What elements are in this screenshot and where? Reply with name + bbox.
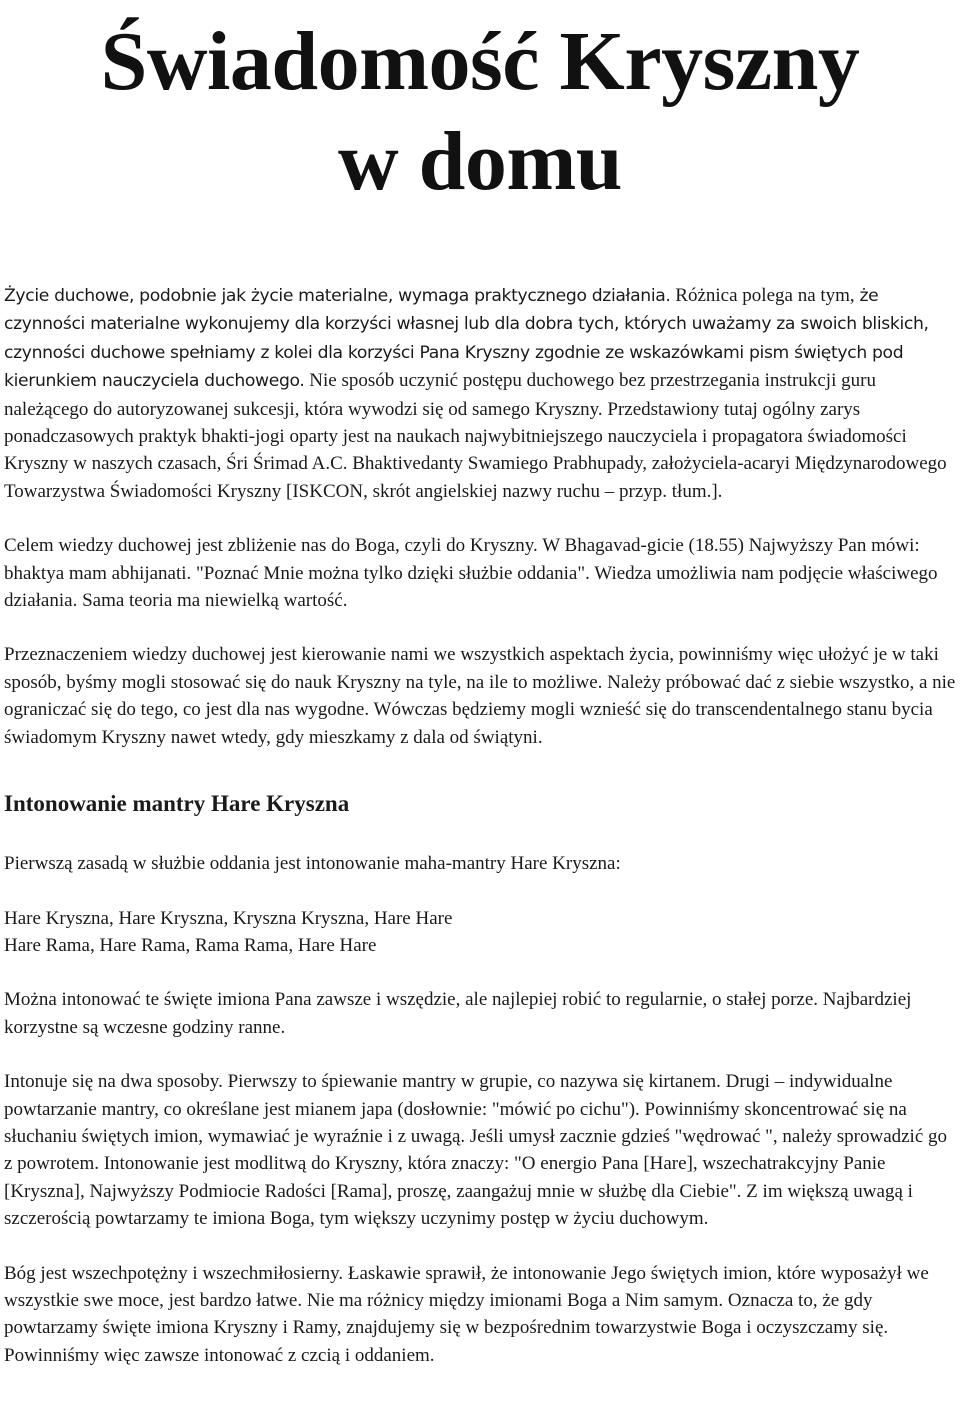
paragraph-ways-to-chant: Intonuje się na dwa sposoby. Pierwszy to śpiewanie mantry w grupie, co nazywa się kirtanem. Drugi – indywidualne powtarzanie mantry, co określane jest mianem japa (dosłownie: "mówić po cichu"). Powinniśmy skoncentrować się na słuchaniu świętych imion, wymawiać je wyraźnie i z uwagą. Jeśli umysł zacznie gdzieś "wędrować ", należy sprowadzić go z powrotem. Intonowanie jest modlitwą do Kryszny, która znaczy: "O energio Pana [Hare], wszechatrakcyjny Panie [Kryszna], Najwyższy Podmiocie Radości [Rama], proszę, zaangażuj mnie w służbę dla Ciebie". Z im większą uwagą i szczerością powtarzamy te imiona Boga, tym większy uczynimy postęp w życiu duchowym.: [4, 1071, 948, 1230]
section-intro-paragraph: Pierwszą zasadą w służbie oddania jest intonowanie maha-mantry Hare Kryszna:: [4, 853, 621, 875]
mantra-block: [4, 905, 956, 960]
intro-paragraph: [4, 282, 956, 505]
paragraph-when-to-chant: Można intonować te święte imiona Pana zawsze i wszędzie, ale najlepiej robić to regularnie, o stałej porze. Najbardziej korzystne są wczesne godziny ranne.: [4, 989, 912, 1038]
title-line-1: Świadomość Kryszny: [100, 15, 860, 108]
paragraph-knowledge: Celem wiedzy duchowej jest zbliżenie nas do Boga, czyli do Kryszny. W Bhagavad-gicie (18.55) Najwyższy Pan mówi: bhaktya mam abhijanati. "Poznać Mnie można tylko dzięki służbie oddania". Wiedza umożliwia nam podjęcie właściwego działania. Sama teoria ma niewielką wartość.: [4, 535, 938, 612]
intro-serif-part: Różnica polega na tym,: [675, 285, 855, 306]
intro-sans-continuation: że czynności materialne wykonujemy dla korzyści własnej lub dla dobra tych, których uważamy za swoich bliskich, czynności duchowe spełniamy z kolei dla korzyści Pana Kryszny zgodnie ze wskazówkami pism świętych pod kierunkiem nauczyciela duchowego.: [4, 286, 929, 392]
mantra-line-2: Hare Rama, Hare Rama, Rama Rama, Hare Hare: [4, 934, 377, 956]
paragraph-god-merciful: Bóg jest wszechpotężny i wszechmiłosierny. Łaskawie sprawił, że intonowanie Jego świętych imion, które wyposażył we wszystkie swe moce, jest bardzo łatwe. Nie ma różnicy między imionami Boga a Nim samym. Oznacza to, że gdy powtarzamy święte imiona Kryszny i Ramy, znajdujemy się w bezpośrednim towarzystwie Boga i oczyszczamy się. Powinniśmy więc zawsze intonować z czcią i oddaniem.: [4, 1262, 929, 1366]
intro-sans-part: Życie duchowe, podobnie jak życie materialne, wymaga praktycznego działania.: [4, 286, 671, 306]
paragraph-purpose: Przeznaczeniem wiedzy duchowej jest kierowanie nami we wszystkich aspektach życia, powinniśmy więc ułożyć je w taki sposób, byśmy mogli stosować się do nauk Kryszny na tyle, na ile to możliwe. Należy próbować dać z siebie wszystko, a nie ograniczać się do tego, co jest dla nas wygodne. Wówczas będziemy mogli wznieść się do transcendentalnego stanu bycia świadomym Kryszny nawet wtedy, gdy mieszkamy z dala od świątyni.: [4, 644, 956, 748]
title-line-2: w domu: [337, 115, 623, 208]
mantra-line-1: Hare Kryszna, Hare Kryszna, Kryszna Kryszna, Hare Hare: [4, 907, 453, 929]
section-heading: Intonowanie mantry Hare Kryszna: [4, 791, 350, 817]
page-title: [4, 12, 956, 212]
page-content: [4, 0, 956, 1369]
intro-serif-rest: Nie sposób uczynić postępu duchowego bez przestrzegania instrukcji guru należącego do autoryzowanej sukcesji, która wywodzi się od samego Kryszny. Przedstawiony tutaj ogólny zarys ponadczasowych praktyk bhakti-jogi oparty jest na naukach najwybitniejszego nauczyciela i propagatora świadomości Kryszny w naszych czasach, Śri Śrimad A.C. Bhaktivedanty Swamiego Prabhupady, założyciela-acaryi Międzynarodowego Towarzystwa Świadomości Kryszny [ISKCON, skrót angielskiej nazwy ruchu – przyp. tłum.].: [4, 370, 947, 502]
